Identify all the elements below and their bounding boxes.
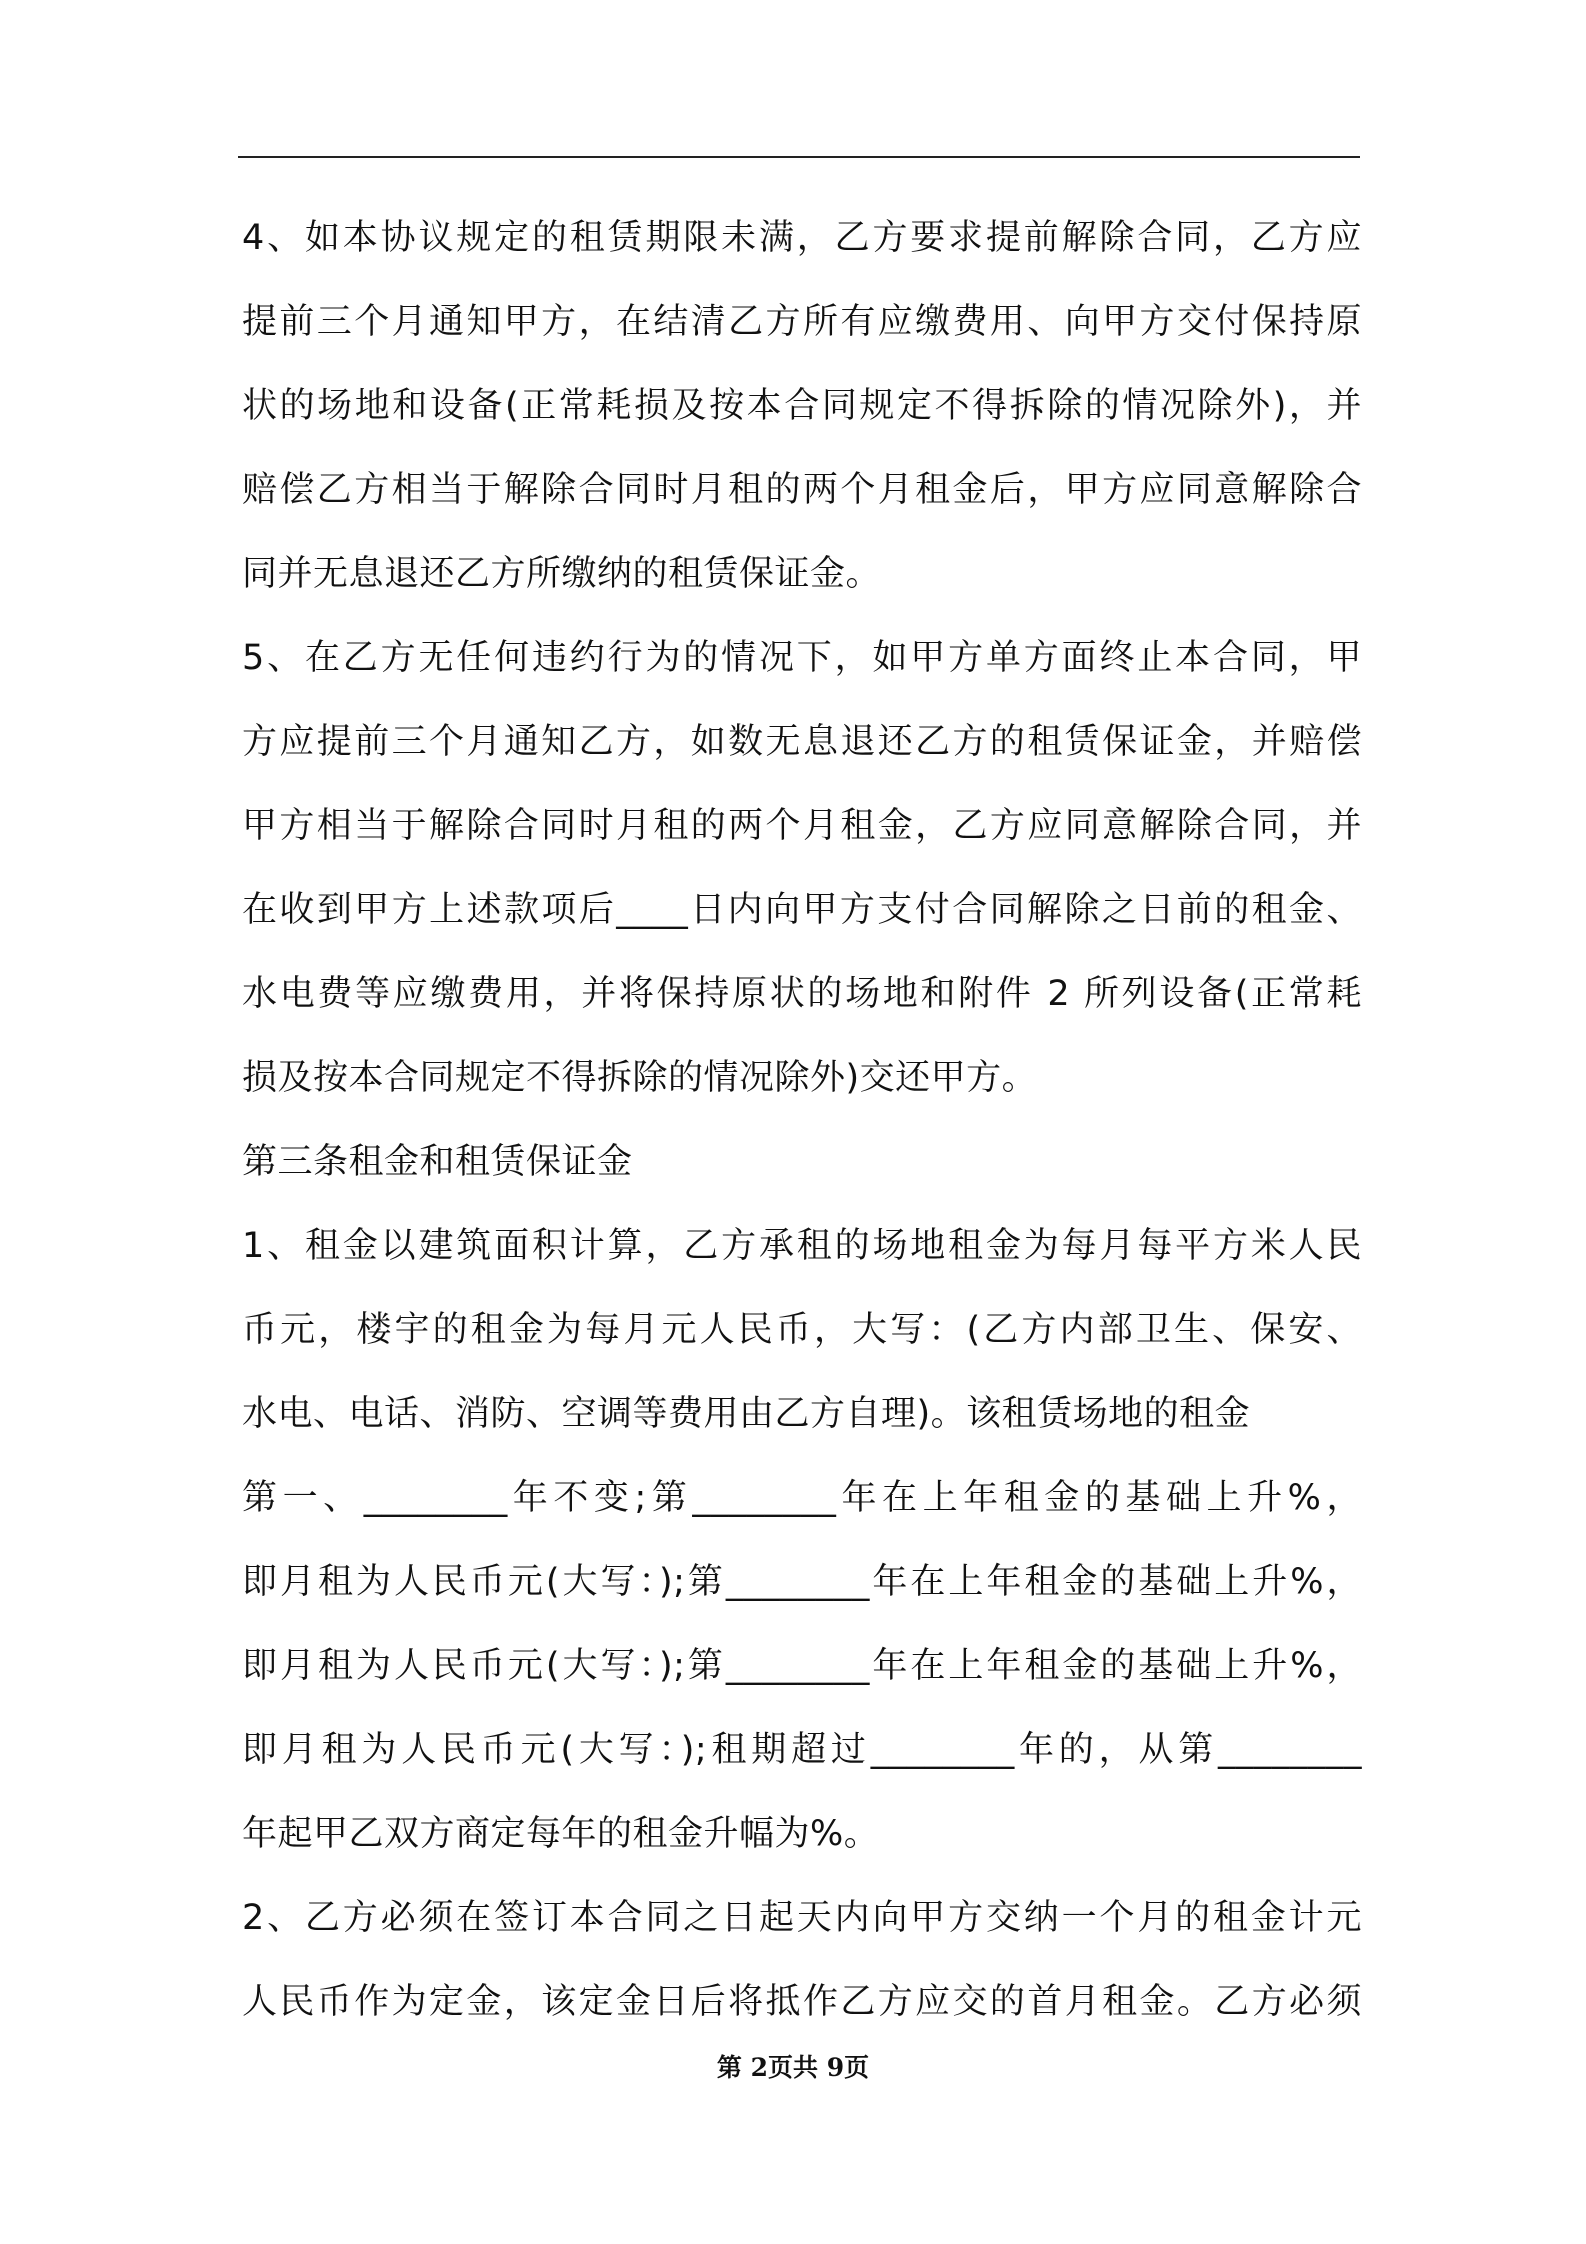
text-line: 币元，楼宇的租金为每月元人民币，大写：(乙方内部卫生、保安、 [242, 1310, 1362, 1350]
text-line: 在收到甲方上述款项后____日内向甲方支付合同解除之日前的租金、 [242, 890, 1362, 930]
text-line: 提前三个月通知甲方，在结清乙方所有应缴费用、向甲方交付保持原 [242, 302, 1362, 342]
section-heading: 第三条租金和租赁保证金 [242, 1142, 633, 1182]
text-line: 2、乙方必须在签订本合同之日起天内向甲方交纳一个月的租金计元 [242, 1898, 1362, 1938]
text-line: 1、租金以建筑面积计算，乙方承租的场地租金为每月每平方米人民 [242, 1226, 1362, 1266]
text-line: 4、如本协议规定的租赁期限未满，乙方要求提前解除合同，乙方应 [242, 218, 1362, 258]
document-body [242, 196, 1362, 2044]
text-line: 损及按本合同规定不得拆除的情况除外)交还甲方。 [242, 1058, 1038, 1098]
text-line: 同并无息退还乙方所缴纳的租赁保证金。 [242, 554, 882, 594]
text-line: 即月租为人民币元(大写：);第________年在上年租金的基础上升%， [242, 1562, 1362, 1602]
text-line: 状的场地和设备(正常耗损及按本合同规定不得拆除的情况除外)，并 [242, 386, 1362, 426]
text-line: 第一、________年不变;第________年在上年租金的基础上升%， [242, 1478, 1362, 1518]
text-line: 赔偿乙方相当于解除合同时月租的两个月租金后，甲方应同意解除合 [242, 470, 1362, 510]
text-line: 水电、电话、消防、空调等费用由乙方自理)。该租赁场地的租金 [242, 1394, 1251, 1434]
header-rule [238, 156, 1360, 158]
text-line: 甲方相当于解除合同时月租的两个月租金，乙方应同意解除合同，并 [242, 806, 1362, 846]
text-line: 即月租为人民币元(大写：);第________年在上年租金的基础上升%， [242, 1646, 1362, 1686]
page-number: 第 2页共 9页 [716, 2053, 870, 2082]
text-line: 即月租为人民币元(大写：);租期超过________年的，从第________ [242, 1730, 1362, 1770]
text-line: 5、在乙方无任何违约行为的情况下，如甲方单方面终止本合同，甲 [242, 638, 1362, 678]
text-line: 水电费等应缴费用，并将保持原状的场地和附件 2 所列设备(正常耗 [242, 974, 1362, 1014]
text-line: 人民币作为定金，该定金日后将抵作乙方应交的首月租金。乙方必须 [242, 1982, 1362, 2022]
text-line: 年起甲乙双方商定每年的租金升幅为%。 [242, 1814, 880, 1854]
text-line: 方应提前三个月通知乙方，如数无息退还乙方的租赁保证金，并赔偿 [242, 722, 1362, 762]
